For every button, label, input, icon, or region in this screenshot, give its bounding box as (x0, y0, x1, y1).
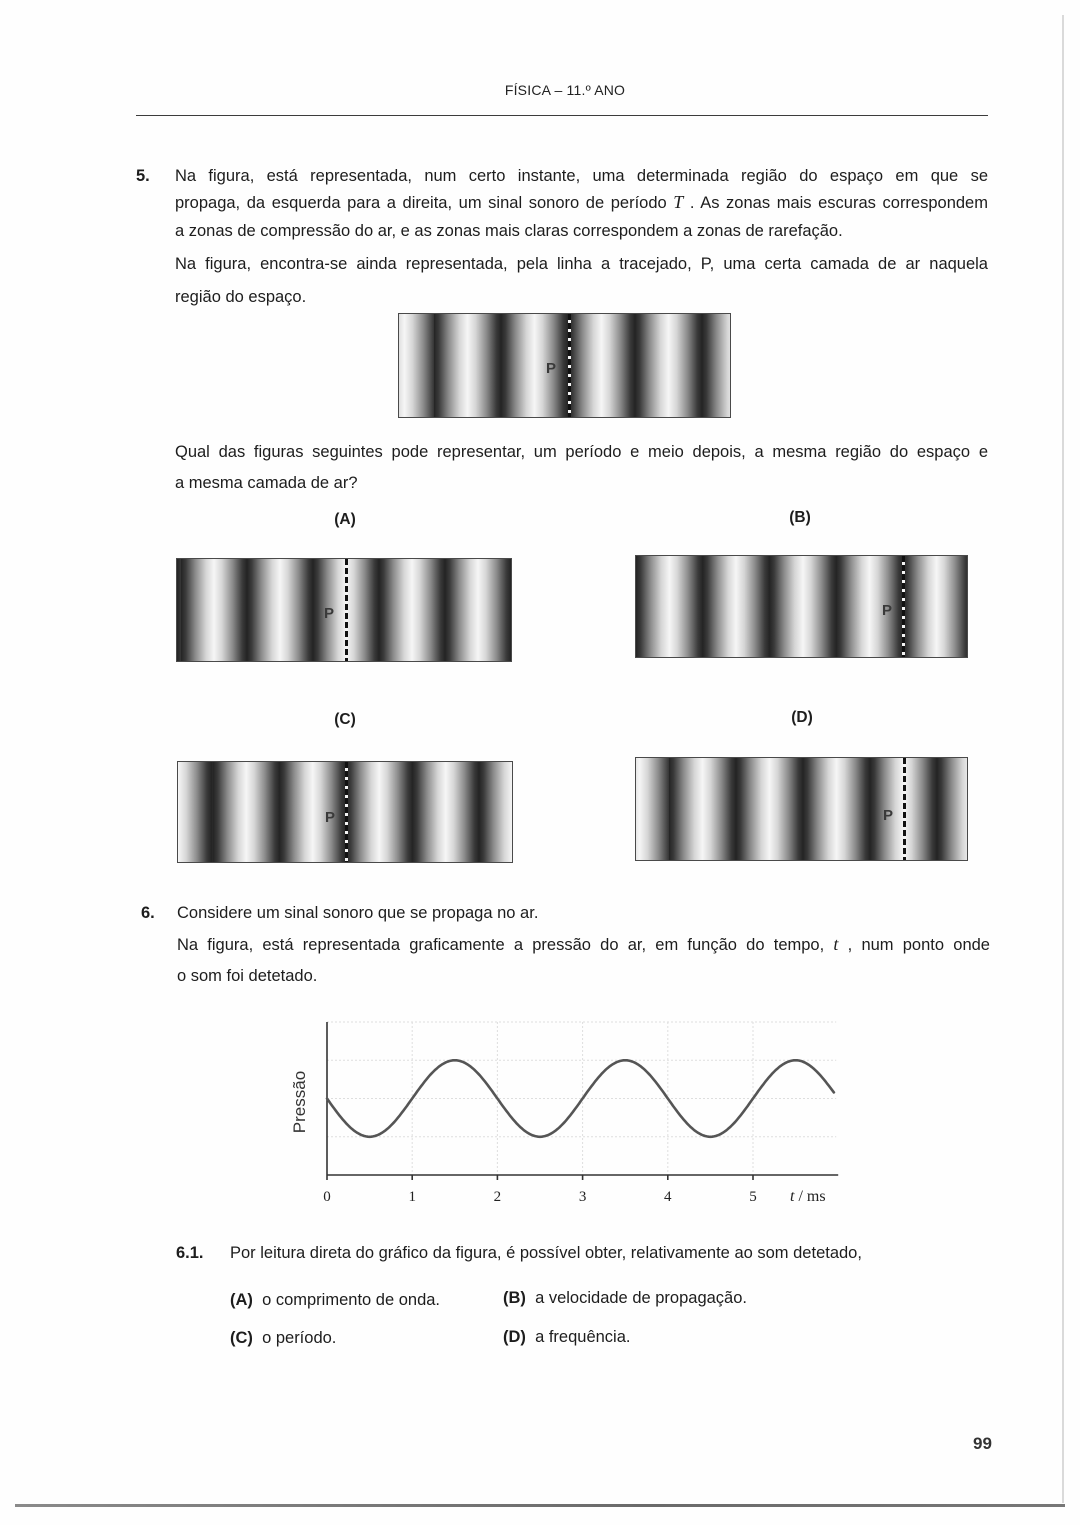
q5-line2-text-a: propaga, da esquerda para a direita, um sinal sonoro de período (175, 194, 667, 212)
q61-stem: Por leitura direta do gráfico da figura, é possível obter, relativamente ao som detetado, (230, 1244, 862, 1262)
chart-x-axis-label (790, 1186, 826, 1208)
page-edge-line (1062, 15, 1064, 1503)
q61-option-a-letter: (A) (230, 1291, 253, 1309)
q5-paragraph2-line1: Na figura, encontra-se ainda representada, pela linha a tracejado, P, uma certa camada de ar naquela (175, 255, 988, 273)
air-layer-p-dashed-line (903, 758, 906, 860)
q61-option-c (230, 1326, 336, 1350)
x-tick-label: 0 (323, 1189, 331, 1205)
q5-paragraph1-line1: Na figura, está representada, num certo instante, uma determinada região do espaço em que se (175, 167, 988, 185)
q6-line2 (177, 932, 990, 956)
q61-option-b (503, 1286, 747, 1310)
footer-rule (15, 1504, 1065, 1507)
air-layer-p-dashed-line (345, 762, 348, 862)
q61-option-c-letter: (C) (230, 1329, 253, 1347)
option-b-wave-figure (635, 555, 968, 658)
q5-line2-text-b: . As zonas mais escuras correspondem (689, 194, 988, 212)
chart-y-axis-label: Pressão (290, 1070, 309, 1134)
q5-question-line1: Qual das figuras seguintes pode representar, um período e meio depois, a mesma região do espaço e (175, 443, 988, 461)
q6-line2-text-b: , num ponto onde (847, 936, 990, 954)
x-axis-symbol: t (790, 1188, 795, 1205)
running-header: FÍSICA – 11.º ANO (504, 82, 626, 98)
option-a-wave-figure (176, 558, 512, 662)
question-6-number: 6. (141, 904, 155, 922)
page-number: 99 (973, 1434, 992, 1453)
time-symbol-t: t (833, 934, 839, 954)
q61-option-d-text: a frequência. (535, 1328, 631, 1346)
pressure-time-chart (280, 1010, 850, 1220)
option-c-label: (C) (334, 711, 356, 728)
air-layer-p-dashed-line (902, 556, 905, 657)
question-5-number: 5. (136, 167, 150, 185)
q61-option-b-text: a velocidade de propagação. (535, 1289, 747, 1307)
q61-option-d-letter: (D) (503, 1328, 526, 1346)
option-a-label: (A) (334, 511, 356, 528)
x-tick-label: 5 (749, 1189, 757, 1205)
q5-paragraph1-line3: a zonas de compressão do ar, e as zonas mais claras correspondem a zonas de rarefação. (175, 222, 843, 240)
q5-question-line2: a mesma camada de ar? (175, 474, 358, 492)
air-layer-p-dashed-line (568, 314, 571, 417)
x-axis-unit: / ms (798, 1188, 826, 1205)
q6-line1: Considere um sinal sonoro que se propaga no ar. (177, 904, 539, 922)
option-d-wave-figure (635, 757, 968, 861)
option-c-wave-figure (177, 761, 513, 863)
question-6-1-number: 6.1. (176, 1244, 204, 1262)
x-tick-label: 1 (408, 1189, 416, 1205)
q61-option-b-letter: (B) (503, 1289, 526, 1307)
period-symbol-T: T (673, 192, 684, 212)
q61-option-a-text: o comprimento de onda. (262, 1291, 441, 1309)
q6-line3: o som foi detetado. (177, 967, 318, 985)
q5-paragraph2-line2: região do espaço. (175, 288, 307, 306)
q61-option-a (230, 1288, 440, 1312)
option-d-label: (D) (791, 709, 813, 726)
air-layer-p-dashed-line (345, 559, 348, 661)
air-layer-p-label: P (881, 602, 892, 619)
x-tick-label: 2 (493, 1189, 502, 1205)
option-b-label: (B) (789, 509, 811, 526)
header-rule (136, 115, 988, 116)
q5-paragraph1-line2 (175, 190, 988, 214)
air-layer-p-label: P (323, 605, 334, 622)
air-layer-p-label: P (324, 809, 335, 826)
air-layer-p-label: P (882, 807, 893, 824)
q61-option-c-text: o período. (262, 1329, 337, 1347)
q61-option-d (503, 1325, 630, 1349)
air-layer-p-label: P (545, 360, 556, 377)
q6-line2-text-a: Na figura, está representada graficamente a pressão do ar, em função do tempo, (177, 936, 825, 954)
main-sound-wave-figure (398, 313, 731, 418)
x-tick-label: 4 (664, 1189, 672, 1205)
x-tick-label: 3 (578, 1189, 587, 1205)
